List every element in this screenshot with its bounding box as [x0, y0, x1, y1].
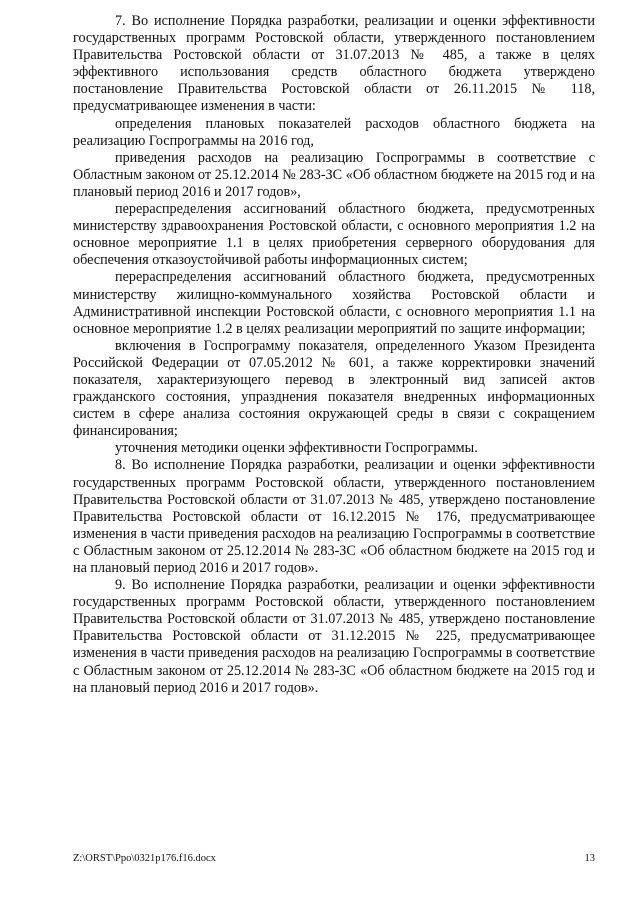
paragraph-7-item-2: приведения расходов на реализацию Госпрограммы в соответствие с Областным законом от 25.12.2014 № 283-ЗС «Об областном бюджете на 2015 год и на плановый период 2016 и 2017 годов», [73, 149, 595, 200]
paragraph-7-item-4: перераспределения ассигнований областного бюджета, предусмотренных министерству жилищно-коммунального хозяйства Ростовской области и Административной инспекции Ростовской области, с основного мероприятия 1.1 на основное мероприятие 1.2 в целях реализации мероприятий по защите информации; [73, 269, 595, 337]
paragraph-7-item-3: перераспределения ассигнований областного бюджета, предусмотренных министерству здравоохранения Ростовской области, с основного мероприятия 1.2 на основное мероприятие 1.1 в целях приобретения серверного оборудования для обеспечения отказоустойчивой работы информационных систем; [73, 201, 595, 269]
footer-file-path: Z:\ORST\Ppo\0321p176.f16.docx [73, 853, 216, 864]
paragraph-7: 7. Во исполнение Порядка разработки, реализации и оценки эффективности государственных программ Ростовской области, утвержденного постановлением Правительства Ростовской области от 31.07.2013 № 485, а также в целях эффективного использования средств областного бюджета утверждено постановление Правительства Ростовской области от 26.11.2015 № 118, предусматривающее изменения в части: [73, 13, 595, 115]
paragraph-7-item-1: определения плановых показателей расходов областного бюджета на реализацию Госпрограммы на 2016 год, [73, 115, 595, 149]
paragraph-7-item-6: уточнения методики оценки эффективности Госпрограммы. [115, 440, 478, 457]
paragraph-9: 9. Во исполнение Порядка разработки, реализации и оценки эффективности государственных программ Ростовской области, утвержденного постановлением Правительства Ростовской области от 31.07.2013 № 485, утверждено постановление Правительства Ростовской области от 31.12.2015 № 225, предусматривающее изменения в части приведения расходов на реализацию Госпрограммы в соответствие с Областным законом от 25.12.2014 № 283-ЗС «Об областном бюджете на 2015 год и на плановый период 2016 и 2017 годов». [73, 577, 595, 696]
paragraph-7-item-5: включения в Госпрограмму показателя, определенного Указом Президента Российской Федерации от 07.05.2012 № 601, а также корректировки значений показателя, характеризующего перевод в электронный вид записей актов гражданского состояния, упразднения показателя внедренных информационных систем в сфере анализа состояния окружающей среды в связи с сокращением финансирования; [73, 337, 595, 440]
page-footer [73, 853, 595, 864]
footer-page-number: 13 [584, 853, 595, 864]
paragraph-8: 8. Во исполнение Порядка разработки, реализации и оценки эффективности государственных программ Ростовской области, утвержденного постановлением Правительства Ростовской области от 31.07.2013 № 485, утверждено постановление Правительства Ростовской области от 16.12.2015 № 176, предусматривающее изменения в части приведения расходов на реализацию Госпрограммы в соответствие с Областным законом от 25.12.2014 № 283-ЗС «Об областном бюджете на 2015 год и на плановый период 2016 и 2017 годов». [73, 457, 595, 576]
document-body [73, 13, 595, 697]
